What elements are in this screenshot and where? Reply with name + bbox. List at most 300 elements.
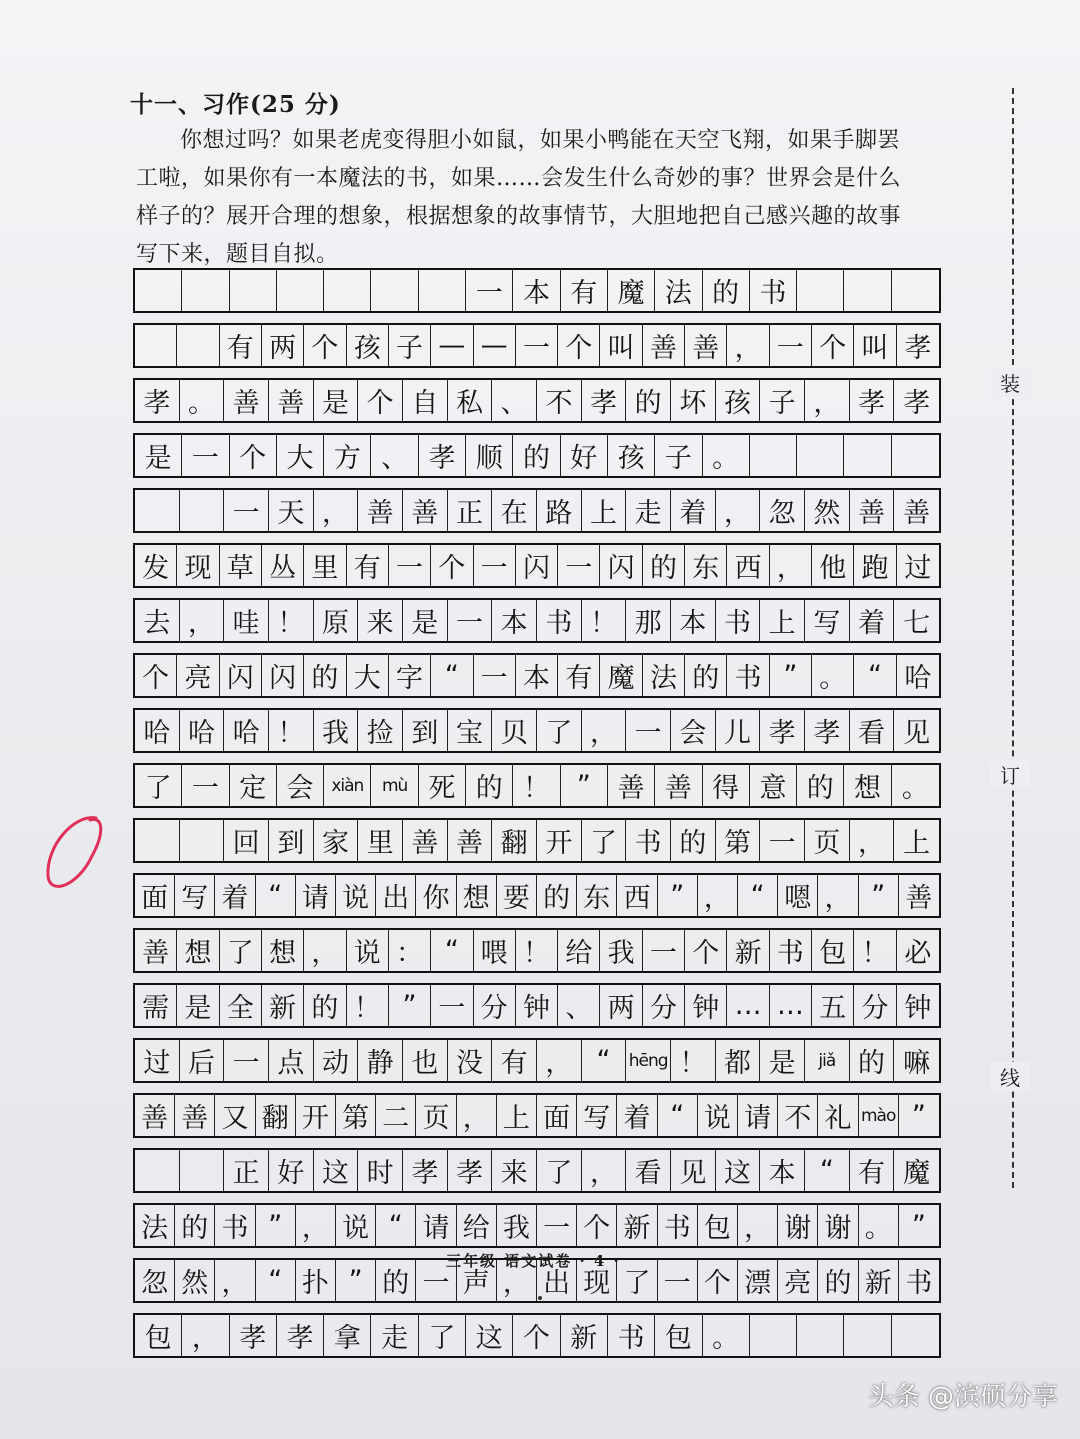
grid-cell: 个: [358, 380, 403, 421]
grid-cell: 。: [901, 773, 929, 804]
grid-cell: 会: [671, 710, 716, 751]
grid-cell: 的: [626, 380, 671, 421]
grid-cell: 孝: [448, 1150, 493, 1191]
grid-cell: 字: [389, 655, 431, 696]
grid-cell: 忽: [135, 1260, 175, 1301]
grid-cell: 哈: [904, 663, 932, 694]
essay-row: [133, 323, 941, 368]
grid-cell: [892, 1315, 939, 1356]
grid-cell: 哈: [135, 710, 180, 751]
grid-cell: 不: [778, 1095, 818, 1136]
grid-cell: ！: [582, 600, 627, 641]
question-title: 十一、习作(25 分): [130, 91, 341, 118]
grid-cell: 回: [224, 820, 269, 861]
grid-cell: 到: [403, 710, 448, 751]
grid-cell: 然: [175, 1260, 215, 1301]
grid-cell: 面: [135, 875, 175, 916]
grid-cell: 后: [180, 1040, 225, 1081]
grid-cell: 忽: [760, 490, 805, 531]
grid-cell: “: [431, 930, 473, 971]
grid-cell: 请: [416, 1205, 456, 1246]
grid-cell: 要: [497, 875, 537, 916]
grid-cell: ”: [658, 875, 698, 916]
grid-cell: [797, 435, 844, 476]
page-footer: 三年级 语文试卷 · 4 ·: [446, 1252, 621, 1270]
grid-cell: 魔: [608, 270, 655, 311]
grid-cell: 钟: [685, 985, 727, 1026]
grid-cell: 正: [448, 490, 493, 531]
grid-cell: ，: [296, 1205, 336, 1246]
grid-cell: 丛: [262, 545, 304, 586]
grid-cell: 个: [812, 325, 854, 366]
grid-cell: …: [727, 985, 769, 1026]
grid-cell: 善: [358, 490, 403, 531]
grid-cell: 说: [336, 875, 376, 916]
grid-cell: 一: [537, 1205, 577, 1246]
grid-cell: 那: [626, 600, 671, 641]
grid-cell: 孝: [582, 380, 627, 421]
grid-cell: 自: [403, 380, 448, 421]
grid-cell: 扑: [296, 1260, 336, 1301]
grid-cell: 书: [727, 655, 769, 696]
grid-cell: 孝: [904, 333, 932, 364]
grid-cell: 请: [738, 1095, 778, 1136]
grid-cell: 了: [582, 820, 627, 861]
grid-cell: [750, 1315, 797, 1356]
essay-row: [133, 488, 941, 533]
grid-cell: 五: [812, 985, 854, 1026]
essay-row: [133, 653, 941, 698]
grid-cell: 魔: [600, 655, 642, 696]
grid-cell: 了: [135, 765, 182, 806]
grid-cell: 到: [269, 820, 314, 861]
essay-grid: [133, 268, 941, 1368]
grid-cell: 闪: [262, 655, 304, 696]
grid-cell: 两: [600, 985, 642, 1026]
grid-cell: 包: [655, 1315, 702, 1356]
grid-cell: 都: [716, 1040, 761, 1081]
grid-cell: 个: [230, 435, 277, 476]
grid-cell: 天: [269, 490, 314, 531]
grid-cell: 一: [658, 1260, 698, 1301]
grid-cell: 钟: [516, 985, 558, 1026]
grid-cell: 个: [698, 1260, 738, 1301]
grid-cell: 正: [224, 1150, 269, 1191]
grid-cell: 一: [516, 325, 558, 366]
grid-cell: 书: [215, 1205, 255, 1246]
binding-mark: 订: [990, 760, 1030, 789]
grid-cell: 书: [716, 600, 761, 641]
grid-cell: 顺: [466, 435, 513, 476]
essay-row: [133, 1313, 941, 1358]
grid-cell: 有: [850, 1150, 895, 1191]
grid-cell: —: [474, 325, 516, 366]
grid-cell: 二: [376, 1095, 416, 1136]
grid-cell: 来: [358, 600, 403, 641]
grid-cell: 第: [716, 820, 761, 861]
grid-cell: ！: [513, 765, 560, 806]
grid-cell: ！: [854, 930, 896, 971]
grid-cell: [844, 435, 891, 476]
grid-cell: [135, 325, 177, 366]
grid-cell: 一: [389, 545, 431, 586]
grid-cell: “: [376, 1205, 416, 1246]
grid-cell: 新: [561, 1315, 608, 1356]
grid-cell: 去: [135, 600, 180, 641]
grid-cell: 的: [703, 270, 750, 311]
grid-cell: 本: [513, 270, 560, 311]
grid-cell: ：: [389, 930, 431, 971]
essay-row: [133, 433, 941, 478]
essay-row: [133, 708, 941, 753]
grid-cell: ，: [716, 490, 761, 531]
grid-cell: 跑: [854, 545, 896, 586]
grid-cell: 个: [558, 325, 600, 366]
grid-cell: [277, 270, 324, 311]
grid-cell: 大: [347, 655, 389, 696]
grid-cell: 开: [296, 1095, 336, 1136]
grid-cell: 点: [269, 1040, 314, 1081]
prompt-line: 样子的？展开合理的想象，根据想象的故事情节，大胆地把自己感兴趣的故事: [136, 204, 902, 229]
grid-cell: 钟: [904, 993, 932, 1024]
grid-cell: 好: [269, 1150, 314, 1191]
grid-cell: 看: [850, 710, 895, 751]
grid-cell: “: [658, 1095, 698, 1136]
grid-cell: 孝: [135, 380, 180, 421]
grid-cell: 新: [859, 1260, 899, 1301]
grid-cell: 包: [698, 1205, 738, 1246]
grid-cell: 亮: [778, 1260, 818, 1301]
grid-cell: 着: [850, 600, 895, 641]
grid-cell: “: [805, 1150, 850, 1191]
grid-cell: 善: [403, 490, 448, 531]
grid-cell: 想: [177, 930, 219, 971]
grid-cell: 出: [376, 875, 416, 916]
grid-cell: 在: [492, 490, 537, 531]
grid-cell: 亮: [177, 655, 219, 696]
grid-cell: [135, 490, 180, 531]
essay-row: [133, 818, 941, 863]
grid-cell: 本: [760, 1150, 805, 1191]
grid-cell: [135, 820, 180, 861]
grid-cell: ”: [256, 1205, 296, 1246]
grid-cell: 叫: [600, 325, 642, 366]
grid-cell: ，: [727, 325, 769, 366]
essay-row: [133, 1038, 941, 1083]
grid-cell: 一: [182, 435, 229, 476]
grid-cell: 个: [513, 1315, 560, 1356]
grid-cell: 死: [419, 765, 466, 806]
grid-cell: [797, 270, 844, 311]
grid-cell: 的: [304, 655, 346, 696]
grid-cell: 一: [182, 765, 229, 806]
grid-cell: 哇: [224, 600, 269, 641]
essay-row: [133, 928, 941, 973]
grid-cell: 的: [513, 435, 560, 476]
grid-cell: 方: [324, 435, 371, 476]
grid-cell: 闪: [516, 545, 558, 586]
grid-cell: 现: [177, 545, 219, 586]
grid-cell: 走: [371, 1315, 418, 1356]
grid-cell: 本: [492, 600, 537, 641]
grid-cell: 这: [716, 1150, 761, 1191]
grid-cell: 静: [358, 1040, 403, 1081]
grid-cell: 孝: [760, 710, 805, 751]
grid-cell: 的: [797, 765, 844, 806]
grid-cell: 书: [750, 270, 797, 311]
grid-cell: 是: [135, 435, 182, 476]
grid-cell: 善: [269, 380, 314, 421]
grid-cell: [324, 270, 371, 311]
grid-cell: ！: [269, 600, 314, 641]
grid-cell: 一: [626, 710, 671, 751]
grid-cell: 有: [492, 1040, 537, 1081]
grid-cell: 新: [262, 985, 304, 1026]
grid-cell: 我: [314, 710, 359, 751]
grid-cell: mù: [371, 765, 418, 806]
grid-cell: 我: [497, 1205, 537, 1246]
grid-cell: 上: [903, 828, 931, 859]
grid-cell: 的: [685, 655, 727, 696]
grid-cell: 宝: [448, 710, 493, 751]
grid-cell: [892, 435, 939, 476]
grid-cell: 善: [608, 765, 655, 806]
grid-cell: 得: [703, 765, 750, 806]
grid-cell: 定: [230, 765, 277, 806]
grid-cell: 想: [262, 930, 304, 971]
grid-cell: 孝: [903, 388, 931, 419]
grid-cell: 善: [448, 820, 493, 861]
grid-cell: 时: [358, 1150, 403, 1191]
grid-cell: 分: [854, 985, 896, 1026]
grid-cell: 叫: [854, 325, 896, 366]
grid-cell: ”: [389, 985, 431, 1026]
grid-cell: 个: [577, 1205, 617, 1246]
grid-cell: mào: [859, 1095, 899, 1136]
grid-cell: 着: [215, 875, 255, 916]
grid-cell: [844, 270, 891, 311]
grid-cell: 大: [277, 435, 324, 476]
grid-cell: ，: [738, 1205, 778, 1246]
grid-cell: [180, 820, 225, 861]
grid-cell: 原: [314, 600, 359, 641]
grid-cell: 页: [416, 1095, 456, 1136]
grid-cell: ，: [770, 545, 812, 586]
grid-cell: 的: [850, 1040, 895, 1081]
grid-cell: 善: [224, 380, 269, 421]
grid-cell: 善: [135, 1095, 175, 1136]
grid-cell: “: [854, 655, 896, 696]
grid-cell: 私: [448, 380, 493, 421]
grid-cell: 的: [537, 875, 577, 916]
grid-cell: 看: [626, 1150, 671, 1191]
grid-cell: 一: [770, 325, 812, 366]
grid-cell: 善: [850, 490, 895, 531]
grid-cell: 子: [389, 325, 431, 366]
grid-cell: ”: [859, 875, 899, 916]
grid-cell: 一: [466, 270, 513, 311]
grid-cell: 谢: [818, 1205, 858, 1246]
question-prompt: [136, 122, 946, 274]
grid-cell: 你: [416, 875, 456, 916]
grid-cell: 谢: [778, 1205, 818, 1246]
grid-cell: 子: [655, 435, 702, 476]
grid-cell: 贝: [492, 710, 537, 751]
grid-cell: 书: [770, 930, 812, 971]
grid-cell: 了: [419, 1315, 466, 1356]
grid-cell: 。: [180, 380, 225, 421]
grid-cell: 两: [262, 325, 304, 366]
grid-cell: [419, 270, 466, 311]
grid-cell: 过: [904, 553, 932, 584]
grid-cell: 一: [224, 1040, 269, 1081]
grid-cell: 。: [703, 1315, 750, 1356]
grid-cell: 也: [403, 1040, 448, 1081]
grid-cell: [135, 270, 182, 311]
grid-cell: 全: [220, 985, 262, 1026]
grid-cell: ，: [850, 820, 895, 861]
grid-cell: 里: [304, 545, 346, 586]
grid-cell: 。: [703, 435, 750, 476]
grid-cell: 一: [643, 930, 685, 971]
grid-cell: ，: [314, 490, 359, 531]
grid-cell: 出: [537, 1260, 577, 1301]
grid-cell: 孩: [716, 380, 761, 421]
grid-cell: 一: [224, 490, 269, 531]
grid-cell: 见: [903, 718, 931, 749]
grid-cell: ，: [182, 1315, 229, 1356]
grid-cell: 包: [135, 1315, 182, 1356]
grid-cell: 法: [135, 1205, 175, 1246]
grid-cell: …: [770, 985, 812, 1026]
grid-cell: 捡: [358, 710, 403, 751]
grid-cell: 过: [135, 1040, 180, 1081]
grid-cell: 哈: [180, 710, 225, 751]
grid-cell: 善: [655, 765, 702, 806]
binding-mark: 线: [990, 1062, 1030, 1091]
grid-cell: 来: [492, 1150, 537, 1191]
grid-cell: 儿: [716, 710, 761, 751]
grid-cell: [844, 1315, 891, 1356]
grid-cell: 这: [314, 1150, 359, 1191]
binding-line: [1012, 88, 1016, 1188]
grid-cell: 的: [175, 1205, 215, 1246]
grid-cell: 本: [671, 600, 716, 641]
grid-cell: 里: [358, 820, 403, 861]
grid-cell: ，: [497, 1260, 537, 1301]
essay-row: [133, 873, 941, 918]
essay-row: [133, 598, 941, 643]
grid-cell: 个: [685, 930, 727, 971]
grid-cell: ”: [770, 655, 812, 696]
grid-cell: 写: [577, 1095, 617, 1136]
grid-cell: [182, 270, 229, 311]
grid-cell: 孝: [850, 380, 895, 421]
grid-cell: 孝: [230, 1315, 277, 1356]
grid-cell: [371, 270, 418, 311]
grid-cell: ，: [805, 380, 850, 421]
grid-cell: ，: [215, 1260, 255, 1301]
grid-cell: ！: [516, 930, 558, 971]
grid-cell: xiàn: [324, 765, 371, 806]
prompt-line: 你想过吗？如果老虎变得胆小如鼠，如果小鸭能在天空飞翔，如果手脚罢: [180, 128, 901, 153]
grid-cell: ”: [561, 765, 608, 806]
grid-cell: 给: [457, 1205, 497, 1246]
grid-cell: ，: [582, 1150, 627, 1191]
grid-cell: 善: [135, 930, 177, 971]
grid-cell: “: [582, 1040, 627, 1081]
grid-cell: 书: [608, 1315, 655, 1356]
grid-cell: ，: [582, 710, 627, 751]
grid-cell: hēng: [626, 1040, 671, 1081]
grid-cell: 东: [577, 875, 617, 916]
grid-cell: 漂: [738, 1260, 778, 1301]
grid-cell: 法: [643, 655, 685, 696]
grid-cell: 请: [296, 875, 336, 916]
grid-cell: 我: [600, 930, 642, 971]
grid-cell: 然: [805, 490, 850, 531]
grid-cell: [892, 270, 939, 311]
grid-cell: 上: [760, 600, 805, 641]
grid-cell: ，: [698, 875, 738, 916]
grid-cell: 的: [466, 765, 513, 806]
grid-cell: 善: [403, 820, 448, 861]
grid-cell: 个: [431, 545, 473, 586]
grid-cell: 个: [135, 655, 177, 696]
grid-cell: 一: [431, 985, 473, 1026]
grid-cell: 有: [561, 270, 608, 311]
grid-cell: 好: [561, 435, 608, 476]
grid-cell: 的: [304, 985, 346, 1026]
grid-cell: 一: [448, 600, 493, 641]
grid-cell: 这: [466, 1315, 513, 1356]
essay-row: [133, 543, 941, 588]
grid-cell: 包: [812, 930, 854, 971]
grid-cell: 嗯: [778, 875, 818, 916]
grid-cell: 西: [617, 875, 657, 916]
grid-cell: ”: [911, 1100, 926, 1131]
grid-cell: 想: [844, 765, 891, 806]
grid-cell: 子: [760, 380, 805, 421]
grid-cell: ，: [537, 1040, 582, 1081]
grid-cell: 现: [577, 1260, 617, 1301]
grid-cell: 着: [617, 1095, 657, 1136]
grid-cell: ，: [818, 875, 858, 916]
grid-cell: 的: [643, 545, 685, 586]
grid-cell: 书: [537, 600, 582, 641]
grid-cell: 路: [537, 490, 582, 531]
grid-cell: 了: [220, 930, 262, 971]
grid-cell: 孩: [347, 325, 389, 366]
grid-cell: 善: [905, 883, 933, 914]
grid-cell: 分: [474, 985, 516, 1026]
grid-cell: “: [256, 1260, 296, 1301]
grid-cell: 本: [516, 655, 558, 696]
grid-cell: 嘛: [903, 1048, 931, 1079]
grid-cell: [230, 270, 277, 311]
grid-cell: ，: [304, 930, 346, 971]
grid-cell: 是: [177, 985, 219, 1026]
grid-cell: 一: [474, 545, 516, 586]
grid-cell: ！: [671, 1040, 716, 1081]
grid-cell: 、: [492, 380, 537, 421]
grid-cell: 一: [416, 1260, 456, 1301]
grid-cell: 闪: [220, 655, 262, 696]
grid-cell: 孝: [805, 710, 850, 751]
grid-cell: 不: [537, 380, 582, 421]
grid-cell: 写: [805, 600, 850, 641]
grid-cell: 是: [760, 1040, 805, 1081]
